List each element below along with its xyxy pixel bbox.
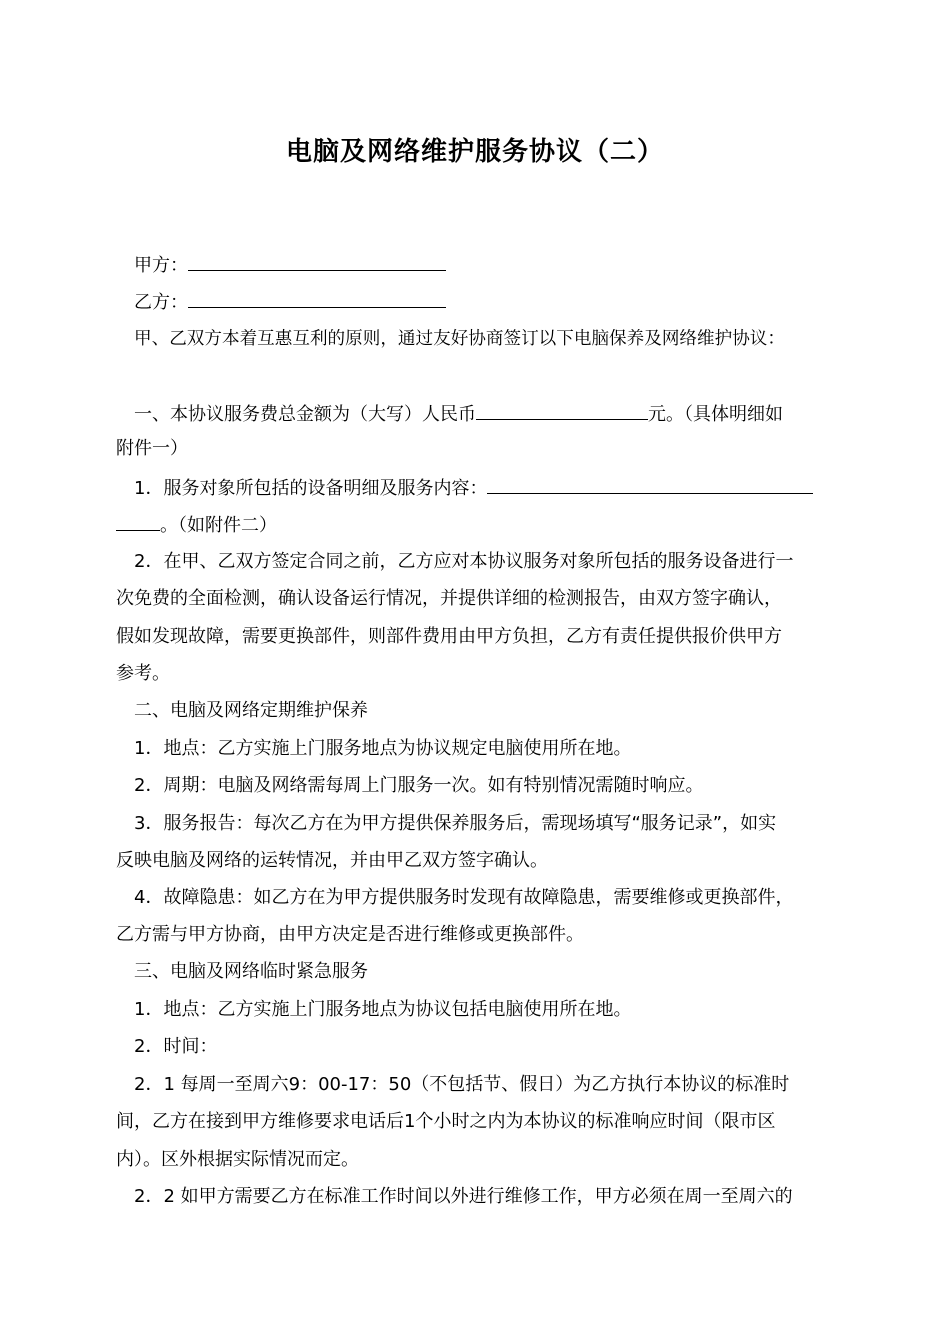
section3-heading: 三、电脑及网络临时紧急服务 (134, 961, 368, 982)
section2-item3-line2: 反映电脑及网络的运转情况，并由甲乙双方签字确认。 (116, 850, 548, 871)
device-detail-blank-cont (116, 512, 160, 531)
item1-text-b: 。（如附件二） (160, 515, 277, 536)
party-a-line (134, 252, 862, 278)
section2-heading: 二、电脑及网络定期维护保养 (134, 700, 368, 721)
section1-item2-line4: 参考。 (116, 663, 170, 684)
item1-text-a: 1．服务对象所包括的设备明细及服务内容： (134, 478, 488, 499)
party-b-label: 乙方： (134, 292, 188, 313)
section3-item22-line1: 2．2 如甲方需要乙方在标准工作时间以外进行维修工作，甲方必须在周一至周六的 (134, 1186, 793, 1207)
amount-blank (476, 401, 648, 420)
section1-text-b: 元。（具体明细如 (648, 404, 783, 425)
section3-item21-line3: 内）。区外根据实际情况而定。 (116, 1149, 359, 1170)
section3-item2: 2．时间： (134, 1036, 218, 1057)
section3-item21-line1: 2．1 每周一至周六9：00-17：50（不包括节、假日）为乙方执行本协议的标准时 (134, 1074, 790, 1095)
section3-item1: 1．地点：乙方实施上门服务地点为协议包括电脑使用所在地。 (134, 999, 632, 1020)
section1-line2: 附件一） (116, 438, 188, 459)
section3-item21-line2: 间，乙方在接到甲方维修要求电话后1个小时之内为本协议的标准响应时间（限市区 (116, 1111, 776, 1132)
section2-item2: 2．周期：电脑及网络需每周上门服务一次。如有特别情况需随时响应。 (134, 775, 704, 796)
party-a-label: 甲方： (134, 255, 188, 276)
document-title: 电脑及网络维护服务协议（二） (285, 137, 664, 167)
intro-paragraph: 甲、乙双方本着互惠互利的原则，通过友好协商签订以下电脑保养及网络维护协议： (134, 329, 785, 349)
section2-item4-line2: 乙方需与甲方协商，由甲方决定是否进行维修或更换部件。 (116, 924, 584, 945)
section2-item4-line1: 4．故障隐患：如乙方在为甲方提供服务时发现有故障隐患，需要维修或更换部件， (134, 887, 794, 908)
party-b-line (134, 289, 862, 315)
section1-item1-line2 (116, 512, 844, 538)
section2-item1: 1．地点：乙方实施上门服务地点为协议规定电脑使用所在地。 (134, 738, 632, 759)
party-b-blank (188, 289, 446, 308)
section1-item2-line2: 次免费的全面检测，确认设备运行情况，并提供详细的检测报告，由双方签字确认， (116, 588, 782, 609)
section1-item2-line3: 假如发现故障，需要更换部件，则部件费用由甲方负担，乙方有责任提供报价供甲方 (116, 626, 782, 647)
section1-text-a: 一、本协议服务费总金额为（大写）人民币 (134, 404, 476, 425)
device-detail-blank (487, 475, 813, 494)
party-a-blank (188, 252, 446, 271)
section1-item2-line1: 2．在甲、乙双方签定合同之前，乙方应对本协议服务对象所包括的服务设备进行一 (134, 551, 794, 572)
section1-line1 (134, 401, 862, 427)
section2-item3-line1: 3．服务报告：每次乙方在为甲方提供保养服务后，需现场填写“服务记录”，如实 (134, 813, 777, 834)
section1-item1-line1 (134, 475, 862, 501)
